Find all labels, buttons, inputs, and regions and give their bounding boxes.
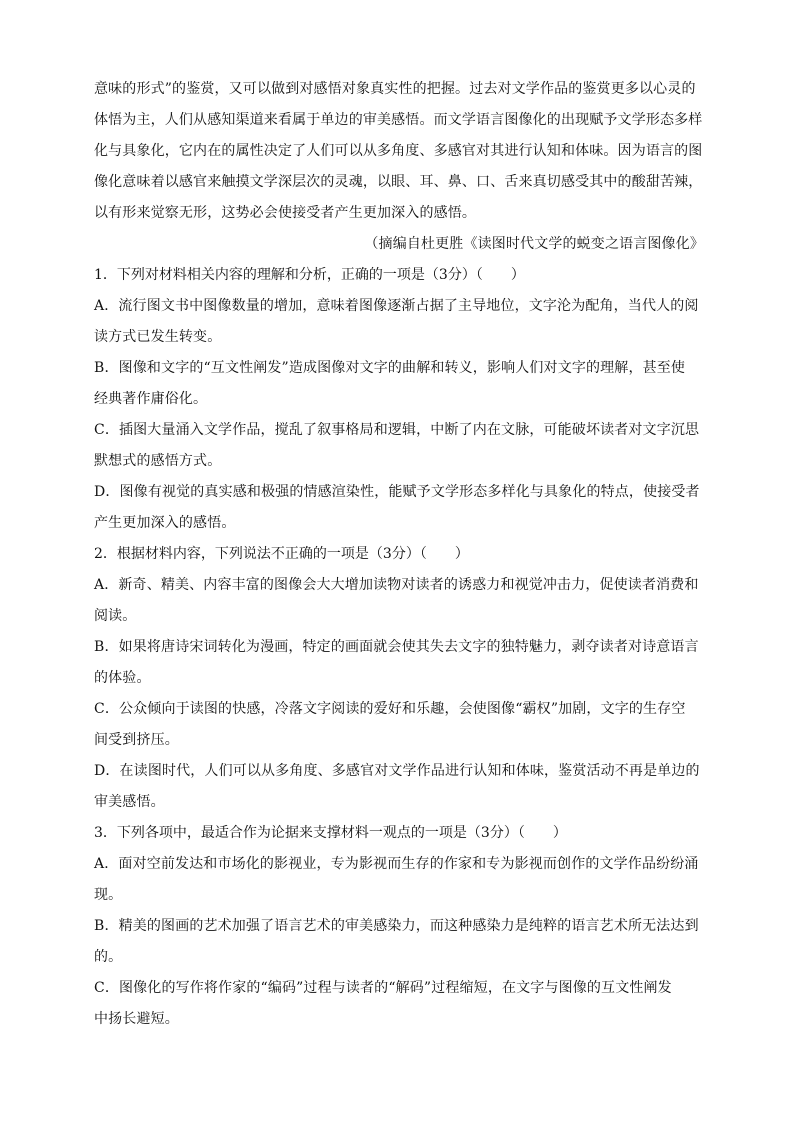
option-line: D．图像有视觉的真实感和极强的情感渲染性，能赋予文学形态多样化与具象化的特点，使接受者 — [94, 484, 700, 500]
question-3 — [94, 818, 704, 1035]
option-line: 阅读。 — [94, 608, 137, 624]
passage-line: 化与具象化，它内在的属性决定了人们可以从多角度、多感官对其进行认知和体味。因为语言的图 — [94, 143, 703, 159]
passage-source: （摘编自杜更胜《读图时代文学的蜕变之语言图像化》 — [364, 236, 704, 252]
option-c — [94, 415, 704, 477]
option-line: 产生更加深入的感悟。 — [94, 515, 236, 531]
option-b — [94, 632, 704, 694]
option-a — [94, 570, 704, 632]
option-b — [94, 353, 704, 415]
option-line: 审美感悟。 — [94, 794, 165, 810]
option-line: 经典著作庸俗化。 — [94, 391, 208, 407]
option-line: 中扬长避短。 — [94, 1011, 179, 1027]
passage-line: 像化意味着以感官来触摸文学深层次的灵魂，以眼、耳、鼻、口、舌来真切感受其中的酸甜苦辣， — [94, 174, 703, 190]
option-d — [94, 477, 704, 539]
option-line: 间受到挤压。 — [94, 732, 179, 748]
passage — [94, 74, 704, 260]
option-line: A．面对空前发达和市场化的影视业，专为影视而生存的作家和专为影视而创作的文学作品纷纷涌 — [94, 856, 699, 872]
option-line: C．插图大量涌入文学作品，搅乱了叙事格局和逻辑，中断了内在文脉，可能破坏读者对文字沉思 — [94, 422, 700, 438]
option-line: A．新奇、精美、内容丰富的图像会大大增加读物对读者的诱惑力和视觉冲击力，促使读者消费和 — [94, 577, 699, 593]
option-line: A．流行图文书中图像数量的增加，意味着图像逐渐占据了主导地位，文字沦为配角，当代人的阅 — [94, 298, 699, 314]
option-line: D．在读图时代，人们可以从多角度、多感官对文学作品进行认知和体味，鉴赏活动不再是单边的 — [94, 763, 700, 779]
option-b — [94, 911, 704, 973]
passage-line: 意味的形式”的鉴赏，又可以做到对感悟对象真实性的把握。过去对文学作品的鉴赏更多以心灵的 — [94, 81, 696, 97]
question-stem: 1．下列对材料相关内容的理解和分析，正确的一项是（3分）（ ） — [94, 267, 525, 283]
option-a — [94, 291, 704, 353]
option-line: C．公众倾向于读图的快感，冷落文字阅读的爱好和乐趣，会使图像“霸权”加剧，文字的生存空 — [94, 701, 686, 717]
option-line: 的。 — [94, 949, 123, 965]
option-a — [94, 849, 704, 911]
option-c — [94, 973, 704, 1035]
option-line: B．如果将唐诗宋词转化为漫画，特定的画面就会使其失去文字的独特魅力，剥夺读者对诗意语言 — [94, 639, 699, 655]
question-2 — [94, 539, 704, 818]
passage-line: 以有形来觉察无形，这势必会使接受者产生更加深入的感悟。 — [94, 205, 477, 221]
question-stem: 3．下列各项中，最适合作为论据来支撑材料一观点的一项是（3分）（ ） — [94, 825, 567, 841]
option-line: 的体验。 — [94, 670, 151, 686]
option-line: B．图像和文字的“互文性阐发”造成图像对文字的曲解和转义，影响人们对文字的理解，甚至使 — [94, 360, 686, 376]
document-page — [94, 74, 704, 1035]
question-1 — [94, 260, 704, 539]
option-d — [94, 756, 704, 818]
option-line: 读方式已发生转变。 — [94, 329, 222, 345]
question-stem: 2．根据材料内容，下列说法不正确的一项是（3分）（ ） — [94, 546, 469, 562]
option-line: 默想式的感悟方式。 — [94, 453, 222, 469]
option-line: 现。 — [94, 887, 123, 903]
option-c — [94, 694, 704, 756]
option-line: C．图像化的写作将作家的“编码”过程与读者的“解码”过程缩短，在文字与图像的互文性阐发 — [94, 980, 672, 996]
passage-line: 体悟为主，人们从感知渠道来看属于单边的审美感悟。而文学语言图像化的出现赋予文学形态多样 — [94, 112, 703, 128]
option-line: B．精美的图画的艺术加强了语言艺术的审美感染力，而这种感染力是纯粹的语言艺术所无法达到 — [94, 918, 699, 934]
